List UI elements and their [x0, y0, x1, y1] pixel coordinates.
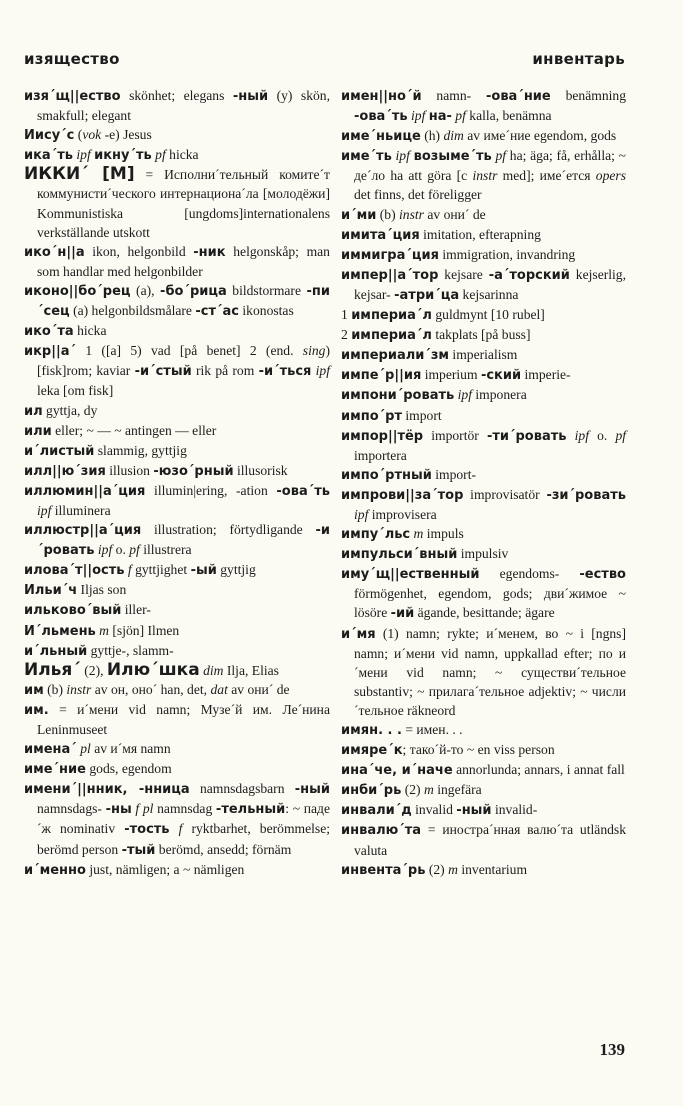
headword: империа´л [351, 328, 432, 344]
dictionary-entry [341, 760, 626, 780]
definition-text: gods, egendom [85, 761, 172, 777]
definition-text: (b) [43, 681, 67, 697]
definition-text: Iljas son [77, 582, 127, 598]
grammar-label: f [169, 821, 192, 837]
dictionary-entry [24, 145, 330, 165]
definition-text: imperie- [521, 367, 571, 383]
dictionary-entry [24, 242, 330, 281]
headword: -ова´ть [276, 483, 330, 499]
headword: и´мя [341, 626, 376, 642]
dictionary-entry [341, 860, 626, 880]
definition-text: skönhet; elegans [120, 88, 233, 103]
definition-text: = и´мени vid namn; Музе´й им. Ле´нина Leninmuseet [37, 701, 330, 737]
headword: империали´зм [341, 348, 450, 364]
definition-text: = инострa´нная валю´та utländsk valuta [354, 822, 626, 858]
dictionary-entry [24, 580, 330, 600]
headword: икр||а´ [24, 344, 77, 360]
definition-text: kejserlig, kejsar- [354, 266, 627, 302]
definition-text: import [402, 407, 442, 423]
headword: -а´торский [488, 267, 570, 283]
definition-text: imponera [475, 387, 527, 403]
dictionary-entry [341, 126, 626, 146]
dictionary-entry [341, 146, 626, 204]
headword: -ный [232, 89, 269, 104]
headword: Илья´ [24, 659, 81, 680]
headword: ико´н||а [24, 244, 85, 260]
headword: -тость [124, 822, 170, 838]
headword: -ник [193, 244, 226, 260]
definition-text: annorlunda; annars, i annat fall [452, 762, 625, 778]
grammar-label: instr [66, 681, 92, 697]
definition-text: ingefära [433, 782, 482, 798]
headword: импо´рт [341, 408, 402, 424]
headword: -пи´сец [37, 283, 330, 320]
definition-text: ikonostas [239, 303, 294, 319]
dictionary-entry [24, 739, 330, 759]
headword: возыме´ть [413, 149, 492, 165]
dictionary-entry [341, 426, 626, 465]
definition-text: (a) helgonbildsmålare [69, 303, 196, 319]
definition-text: gyttjig [216, 562, 256, 578]
headword: Илю´шка [106, 659, 200, 680]
headword: имен||но´й [341, 89, 422, 104]
dictionary-entry [341, 800, 626, 820]
headword: ина´че, и´наче [341, 763, 453, 779]
definition-text: impuls [426, 526, 464, 542]
headword: иконо||бо´рец [24, 283, 131, 299]
headword: иллюстр||а´ция [24, 523, 142, 539]
headword: -и´стый [134, 364, 192, 380]
dictionary-entry [341, 385, 626, 405]
definition-text: eller; ~ — ~ antingen — eller [51, 422, 217, 438]
definition-text: hicka [73, 323, 107, 339]
grammar-label: vok [82, 127, 102, 143]
definition-text: illumin|ering, -ation [145, 482, 277, 498]
definition-text: av име´ние egendom, gods [463, 128, 617, 144]
definition-text: 1 [341, 307, 352, 323]
definition-text: benämning [550, 88, 626, 103]
definition-text: (a), [130, 282, 161, 298]
dictionary-entry [341, 205, 626, 225]
grammar-label: sing [302, 343, 326, 359]
definition-text: = Исполни´тельный комите´т коммунисти´ческого интернациона´ла [молодёжи] Kommunistiska [ungdoms]internationalens verkställande utskott [37, 167, 330, 240]
grammar-label: ipf [407, 108, 429, 124]
headword: изя´щ||ество [24, 89, 121, 104]
definition-text: = имен. . . [401, 722, 463, 737]
grammar-label: instr [472, 168, 498, 184]
headword: -атри´ца [394, 287, 460, 303]
definition-text: (h) [420, 128, 444, 144]
headword: -ский [480, 368, 522, 384]
definition-text: kejsare [438, 266, 489, 282]
headword: ика´ть [24, 148, 73, 164]
dictionary-entry [24, 520, 330, 560]
definition-text: (1) namn; rykte; и´менем, во ~ i [ngns] namn; и´мени vid namn, uppkallad efter; по и´мени vid namn; ~ существи´тельное substantiv; ~ прилага´тельное adjektiv; ~ числи´тельное räkneord [354, 625, 626, 718]
headword: инвали´д [341, 803, 412, 819]
definition-text: förmögenhet, egendom, gods; дви´жимое ~ lösöre [354, 586, 626, 621]
dictionary-entry [24, 441, 330, 461]
dictionary-entry [341, 780, 626, 800]
headword: ико´та [24, 324, 74, 340]
dictionary-entry [341, 406, 626, 426]
headword: инвалю´та [341, 823, 422, 839]
right-column [341, 86, 626, 880]
grammar-label: instr [399, 206, 424, 222]
dictionary-entry [341, 265, 626, 305]
headword: импор||тёр [341, 428, 424, 444]
headword: име´ть [341, 149, 392, 165]
headword: империа´л [351, 308, 432, 324]
grammar-label: m [448, 861, 458, 877]
grammar-label: ipf [354, 506, 372, 522]
definition-text: med]; име´ется [497, 168, 596, 184]
definition-text: importera [354, 447, 407, 463]
definition-text: illustrera [139, 542, 192, 558]
definition-text: ; тако´й-то ~ en viss person [402, 742, 555, 758]
headword: име´ньице [341, 129, 421, 145]
grammar-label: m [95, 622, 113, 638]
dictionary-entry [24, 560, 330, 580]
headword: -ество [579, 567, 626, 583]
headword: -юзо´рный [153, 463, 234, 479]
definition-text: imitation, efterapning [419, 226, 541, 242]
headword: Ильи´ч [24, 583, 78, 599]
definition-text: namn- [421, 88, 486, 103]
definition-text: iller- [121, 602, 151, 618]
grammar-label: ipf [37, 502, 55, 518]
definition-text: immigration, invandring [438, 246, 576, 262]
dictionary-entry [341, 524, 626, 544]
definition-text: 2 [341, 327, 352, 343]
headword: имяре´к [341, 743, 403, 759]
definition-text: imperium [421, 367, 481, 383]
headword: -ова´ть [354, 109, 408, 125]
headword: -тый [121, 842, 156, 858]
grammar-label: dim [199, 662, 227, 678]
headword: и´листый [24, 443, 95, 459]
definition-text: hicka [169, 147, 199, 163]
definition-text: impulsiv [457, 546, 509, 562]
grammar-label: pf [129, 542, 140, 558]
dictionary-entry [24, 481, 330, 520]
dictionary-entry [24, 165, 330, 241]
definition-text: namnsdagsbarn [189, 781, 295, 797]
headword: ил [24, 403, 43, 419]
dictionary-entry [24, 641, 330, 661]
headword: импер||а´тор [341, 267, 439, 283]
definition-text: imperialism [449, 347, 518, 363]
headword: импо´ртный [341, 467, 432, 483]
headword: Иису´с [24, 128, 75, 144]
grammar-label: f pl [131, 801, 158, 817]
dictionary-entry [341, 740, 626, 760]
headword: -тельный [215, 802, 286, 818]
grammar-label: dat [210, 681, 228, 697]
definition-text: illusorisk [233, 462, 288, 478]
grammar-label: pl [76, 741, 95, 757]
dictionary-entry [341, 345, 626, 365]
definition-text: ha; äga; få, erhålla; ~ де´ло ha att göra [c [354, 148, 626, 184]
headword: ИККИ´ [М] [24, 164, 135, 185]
definition-text: namnsdag [157, 801, 216, 817]
headword: или [24, 423, 52, 439]
headword: имита´ция [341, 227, 420, 243]
dictionary-entry [341, 86, 626, 126]
headword: -ст´ас [195, 304, 239, 320]
grammar-label: pf [151, 147, 170, 163]
headword: -ный [294, 782, 330, 798]
page-number: 139 [599, 1040, 625, 1059]
definition-text: av они´ de [227, 681, 290, 697]
definition-text: guldmynt [10 rubel] [431, 307, 545, 323]
dictionary-entry [341, 465, 626, 485]
headword: -ова´ние [486, 89, 551, 104]
definition-text: [sjön] Ilmen [112, 622, 180, 638]
headword: -и´ровать [37, 523, 330, 559]
definition-text: importör [423, 427, 487, 443]
definition-text: illuminera [54, 502, 111, 518]
headword: илл||ю´зия [24, 463, 106, 479]
running-head-right: инвентарь [532, 50, 625, 68]
dictionary-entry [341, 365, 626, 385]
definition-text: improvisatör [463, 486, 547, 502]
definition-text: import- [431, 466, 477, 482]
headword: илова´т||ость [24, 563, 125, 579]
dictionary-entry [24, 125, 330, 145]
definition-text: invalid [411, 802, 457, 818]
definition-text: just, nämligen; a ~ nämligen [85, 861, 245, 877]
headword: импульси´вный [341, 547, 458, 563]
headword: иму´щ||ественный [341, 567, 480, 583]
definition-text: (b) [376, 206, 399, 222]
headword: инби´рь [341, 783, 402, 799]
dictionary-entry [24, 461, 330, 481]
grammar-label: m [410, 526, 427, 542]
grammar-label: ipf [391, 148, 414, 164]
grammar-label: dim [443, 128, 464, 144]
definition-text: Ilja, Elias [226, 662, 279, 678]
grammar-label: ipf [94, 542, 116, 558]
definition-text: 1 ([a] 5) vad [på benet] 2 (end. [76, 343, 303, 359]
headword: им. [24, 702, 49, 718]
definition-text: o. [115, 542, 130, 558]
grammar-label: pf [451, 108, 470, 124]
dictionary-entry [24, 401, 330, 421]
definition-text: gyttja, dy [42, 402, 98, 418]
dictionary-entry [24, 661, 330, 680]
dictionary-entry [24, 700, 330, 739]
definition-text: ryktbarhet, berömmelse; berömd person [37, 821, 331, 857]
headword: имян. . . [341, 723, 402, 738]
grammar-label: ipf [72, 147, 95, 163]
dictionary-entry [24, 779, 330, 859]
dictionary-entry [24, 621, 330, 641]
dictionary-entry [24, 680, 330, 700]
definition-text: invalid- [491, 802, 538, 818]
definition-text: gyttjighet [135, 562, 191, 578]
headword: -ый [190, 563, 217, 579]
dictionary-entry [341, 720, 626, 740]
definition-text: : ~ паде´ж nominativ [37, 801, 330, 837]
left-column [24, 86, 330, 880]
dictionary-entry [24, 759, 330, 779]
definition-text: kalla, benämna [469, 108, 552, 124]
definition-text: slammig, gyttjig [94, 442, 187, 458]
grammar-label: opers [595, 168, 626, 184]
grammar-label: pf [615, 427, 627, 443]
definition-text: ( [74, 127, 83, 143]
dictionary-entry [24, 860, 330, 880]
grammar-label: ipf [454, 387, 476, 403]
headword: -ий [390, 606, 415, 622]
headword: иллюмин||а´ция [24, 483, 146, 499]
definition-text: o. [597, 427, 616, 443]
definition-text: inventarium [457, 861, 528, 877]
headword: импе´р||ия [341, 368, 422, 384]
grammar-label: ipf [566, 427, 598, 443]
definition-text: av они´ de [423, 206, 486, 222]
dictionary-entry [341, 564, 626, 623]
definition-text: av он, оно´ han, det, [91, 681, 211, 697]
grammar-label: ipf [311, 363, 330, 379]
definition-text: egendoms- [479, 566, 580, 582]
headword: -и´ться [258, 364, 312, 380]
definition-text: illustration; förtydligande [141, 522, 316, 538]
headword: име´ние [24, 762, 86, 778]
dictionary-entry [341, 485, 626, 524]
headword: импу´льс [341, 527, 411, 543]
definition-text: namnsdags- [37, 801, 106, 817]
headword: и´менно [24, 862, 86, 878]
definition-text: (2) [401, 782, 424, 798]
headword: ильково´вый [24, 603, 122, 619]
headword: -ти´ровать [486, 428, 567, 444]
definition-text: helgonskåp; man som handlar med helgonbilder [37, 243, 330, 279]
dictionary-entry [341, 325, 626, 345]
headword: импрови||за´тор [341, 487, 464, 503]
headword: иммигра´ция [341, 247, 439, 263]
dictionary-entry [24, 341, 330, 400]
definition-text: kejsarinna [459, 286, 519, 302]
definition-text: rik på rom [191, 363, 259, 379]
headword: имена´ [24, 742, 77, 758]
dictionary-entry [341, 624, 626, 720]
definition-text: det finns, det föreligger [354, 187, 482, 203]
running-head-left: изящество [24, 50, 120, 68]
definition-text: (2), [80, 662, 107, 678]
definition-text: leka [om fisk] [37, 383, 114, 399]
dictionary-entry [24, 86, 330, 125]
definition-text: (2) [425, 861, 449, 877]
grammar-label: m [423, 782, 434, 798]
headword: инвента´рь [341, 862, 426, 878]
dictionary-entry [24, 321, 330, 341]
dictionary-entry [341, 245, 626, 265]
headword: -ный [456, 803, 492, 819]
headword: и´льный [24, 643, 88, 659]
dictionary-entry [24, 421, 330, 441]
definition-text: ) [fisk]rom; kaviar [37, 343, 330, 379]
dictionary-entry [341, 225, 626, 245]
definition-text: (y) skön, smakfull; elegant [37, 88, 330, 124]
headword: икну´ть [94, 148, 152, 164]
headword: импони´ровать [341, 388, 455, 404]
definition-text: berömd, ansedd; förnäm [155, 841, 292, 857]
dictionary-entry [341, 544, 626, 564]
definition-text: av и´мя namn [94, 741, 171, 757]
dictionary-entry [341, 305, 626, 325]
definition-text: bildstormare [226, 282, 307, 298]
headword: И´льмень [24, 623, 96, 639]
headword: -ны [105, 802, 132, 818]
headword: -бо´рица [160, 283, 227, 299]
definition-text: ikon, helgonbild [84, 243, 194, 259]
grammar-label: f [124, 562, 136, 578]
definition-text: illusion [105, 462, 154, 478]
dictionary-entry [24, 600, 330, 620]
definition-text: improvisera [371, 506, 437, 522]
headword: на- [428, 109, 452, 125]
dictionary-entry [24, 281, 330, 321]
headword: им [24, 682, 44, 698]
headword: имени´||нник, -нница [24, 782, 190, 798]
definition-text: takplats [på buss] [431, 327, 531, 343]
definition-text: -е) Jesus [101, 127, 152, 143]
dictionary-entry [341, 820, 626, 859]
headword: -зи´ровать [546, 487, 626, 503]
grammar-label: pf [491, 148, 510, 164]
headword: и´ми [341, 207, 377, 223]
definition-text: ägande, besittande; ägare [414, 605, 555, 621]
definition-text: gyttje-, slamm- [87, 642, 174, 658]
